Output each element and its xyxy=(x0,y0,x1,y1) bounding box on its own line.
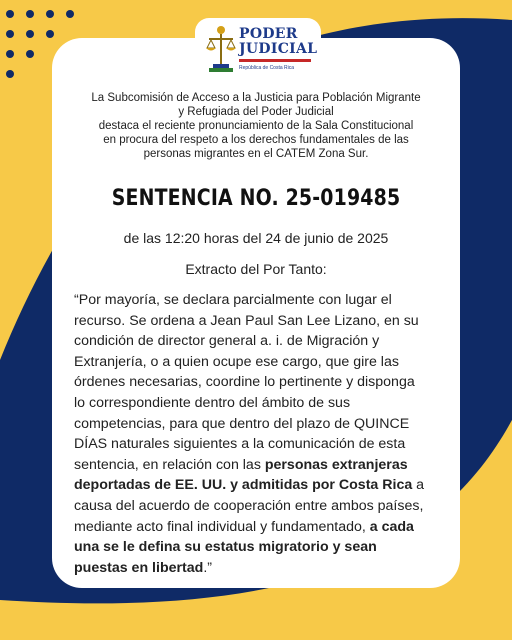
poder-judicial-logo xyxy=(195,18,321,78)
intro-line: en procura del respeto a los derechos fundamentales de las xyxy=(103,134,409,146)
intro-line: personas migrantes en el CATEM Zona Sur. xyxy=(143,148,369,160)
quote-text: sentencia, en relación con las xyxy=(74,456,265,473)
logo-red-rule xyxy=(239,59,311,62)
quote-emphasis: una se le defina su estatus migratorio y sean xyxy=(74,539,377,556)
quote-line: DÍAS naturales siguientes a la comunicación de esta xyxy=(74,436,406,453)
quote-emphasis: a cada xyxy=(369,518,414,535)
quote-text: mediante acto final individual y fundamentado, xyxy=(74,518,370,535)
logo-name-line2: JUDICIAL xyxy=(239,41,318,57)
logo-name-line1: PODER xyxy=(239,26,298,42)
quote-emphasis: puestas en libertad xyxy=(74,559,204,576)
quote-line xyxy=(74,537,446,558)
quote-line: causa del acuerdo de cooperación entre ambos países, xyxy=(74,497,424,514)
intro-paragraph xyxy=(70,91,442,161)
quote-emphasis: deportadas de EE. UU. y admitidas por Costa Rica xyxy=(74,477,413,494)
quote-line xyxy=(74,475,446,496)
extract-label: Extracto del Por Tanto: xyxy=(185,261,327,277)
sentence-title: SENTENCIA NO. 25-019485 xyxy=(111,186,401,211)
scales-of-justice-icon xyxy=(205,24,237,74)
quote-line xyxy=(74,558,446,579)
intro-line: y Refugiada del Poder Judicial xyxy=(178,106,334,118)
quote-line: Extranjería, o a quien ocupe ese cargo, que gire las xyxy=(74,353,399,370)
quote-line: lo correspondiente dentro del ámbito de sus xyxy=(74,394,351,411)
quote-line xyxy=(74,517,446,538)
sentence-date: de las 12:20 horas del 24 de junio de 2025 xyxy=(123,230,389,246)
intro-line: destaca el reciente pronunciamiento de la Sala Constitucional xyxy=(98,120,414,132)
quote-paragraph xyxy=(74,290,446,578)
quote-line: recurso. Se ordena a Jean Paul San Lee Lizano, en su xyxy=(74,312,419,329)
quote-text: .” xyxy=(203,559,212,576)
quote-line: condición de director general a. i. de Migración y xyxy=(74,333,380,350)
quote-line: competencias, para que dentro del plazo de QUINCE xyxy=(74,415,410,432)
quote-emphasis: personas extranjeras xyxy=(264,456,408,473)
quote-line xyxy=(74,455,446,476)
logo-subtitle: República de Costa Rica xyxy=(239,65,295,71)
intro-line: La Subcomisión de Acceso a la Justicia para Población Migrante xyxy=(91,92,421,104)
quote-line: órdenes necesarias, coordine lo pertinente y disponga xyxy=(74,374,415,391)
quote-text: a xyxy=(412,477,425,494)
quote-line: “Por mayoría, se declara parcialmente con lugar el xyxy=(74,292,392,308)
